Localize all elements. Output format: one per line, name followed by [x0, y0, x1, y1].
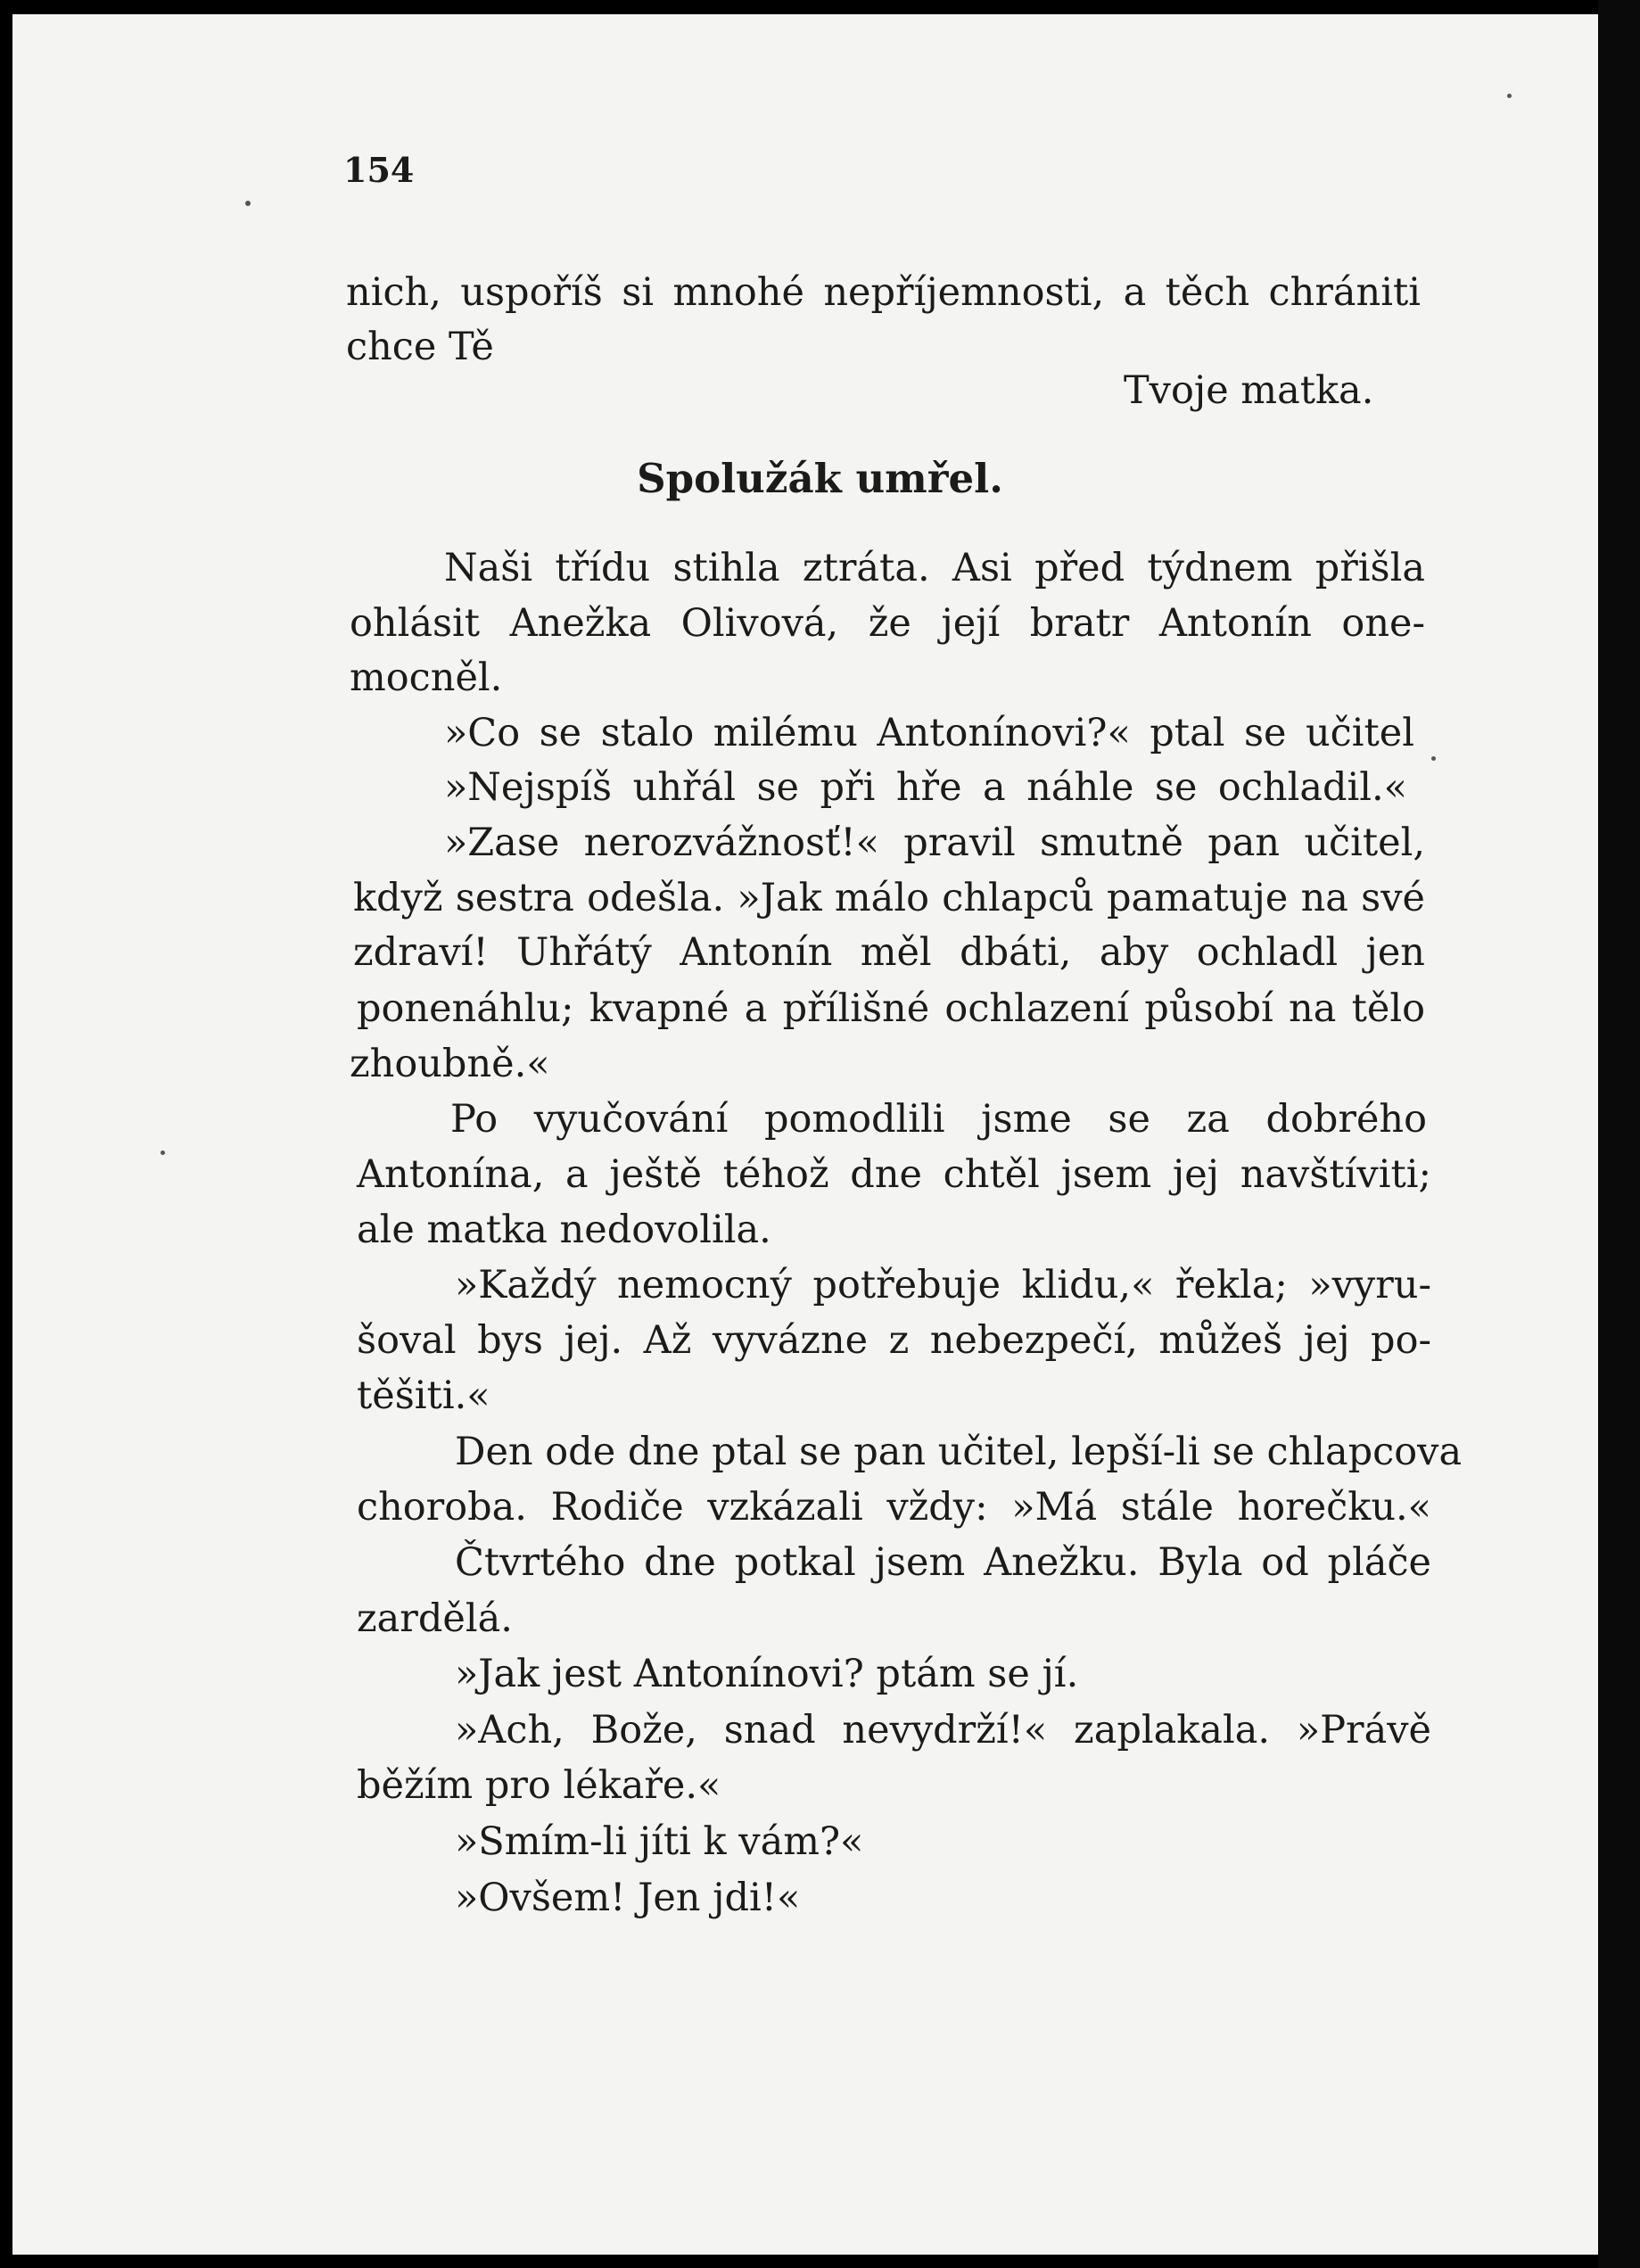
text-line: choroba. Rodiče vzkázali vždy: »Má stále horečku.« [357, 1485, 1431, 1530]
text-line: »Ovšem! Jen jdi!« [455, 1876, 801, 1920]
text-line: »Smím-li jíti k vám?« [455, 1819, 864, 1864]
text-line: »Nejspíš uhřál se při hře a náhle se ochladil.« [444, 765, 1407, 810]
text-line: »Jak jest Antonínovi? ptám se jí. [455, 1652, 1079, 1696]
text-line: »Zase nerozvážnosť!« pravil smutně pan učitel, [444, 821, 1425, 865]
text-line: těšiti.« [357, 1373, 490, 1418]
text-line: mocněl. [350, 656, 503, 700]
text-line: »Každý nemocný potřebuje klidu,« řekla; »vyru- [455, 1263, 1431, 1307]
text-line: Naši třídu stihla ztráta. Asi před týdnem přišla [444, 546, 1425, 590]
paper-speck [245, 201, 251, 206]
text-line: šoval bys jej. Až vyvázne z nebezpečí, můžeš jej po- [357, 1318, 1431, 1363]
section-heading: Spolužák umřel. [637, 455, 1003, 502]
text-line: Den ode dne ptal se pan učitel, lepší-li se chlapcova [455, 1430, 1463, 1474]
signature: Tvoje matka. [1124, 368, 1374, 413]
text-line: nich, uspoříš si mnohé nepříjemnosti, a těch chrániti [346, 270, 1421, 315]
paper-speck [1507, 94, 1512, 98]
paper-speck [1431, 756, 1436, 761]
text-line: »Ach, Bože, snad nevydrží!« zaplakala. »Právě [455, 1708, 1431, 1753]
text-line: »Co se stalo milému Antonínovi?« ptal se učitel [444, 711, 1414, 755]
text-line: chce Tě [346, 325, 494, 369]
text-line: běžím pro lékaře.« [357, 1763, 721, 1808]
text-line: zardělá. [357, 1596, 513, 1641]
text-line: zdraví! Uhřátý Antonín měl dbáti, aby ochladl jen [353, 930, 1425, 975]
paper-speck [161, 1150, 165, 1155]
text-line: ponenáhlu; kvapné a přílišné ochlazení působí na tělo [357, 986, 1425, 1031]
text-line: ale matka nedovolila. [357, 1208, 771, 1252]
text-line: zhoubně.« [350, 1042, 550, 1086]
text-line: Čtvrtého dne potkal jsem Anežku. Byla od pláče [455, 1540, 1431, 1585]
text-line: Po vyučování pomodlili jsme se za dobrého [450, 1097, 1427, 1142]
page-number: 154 [343, 150, 415, 190]
text-line: ohlásit Anežka Olivová, že její bratr Antonín one- [350, 601, 1425, 646]
text-line: když sestra odešla. »Jak málo chlapců pamatuje na své [353, 876, 1425, 920]
text-line: Antonína, a ještě téhož dne chtěl jsem jej navštíviti; [357, 1152, 1431, 1197]
scan-edge [1598, 0, 1640, 2268]
